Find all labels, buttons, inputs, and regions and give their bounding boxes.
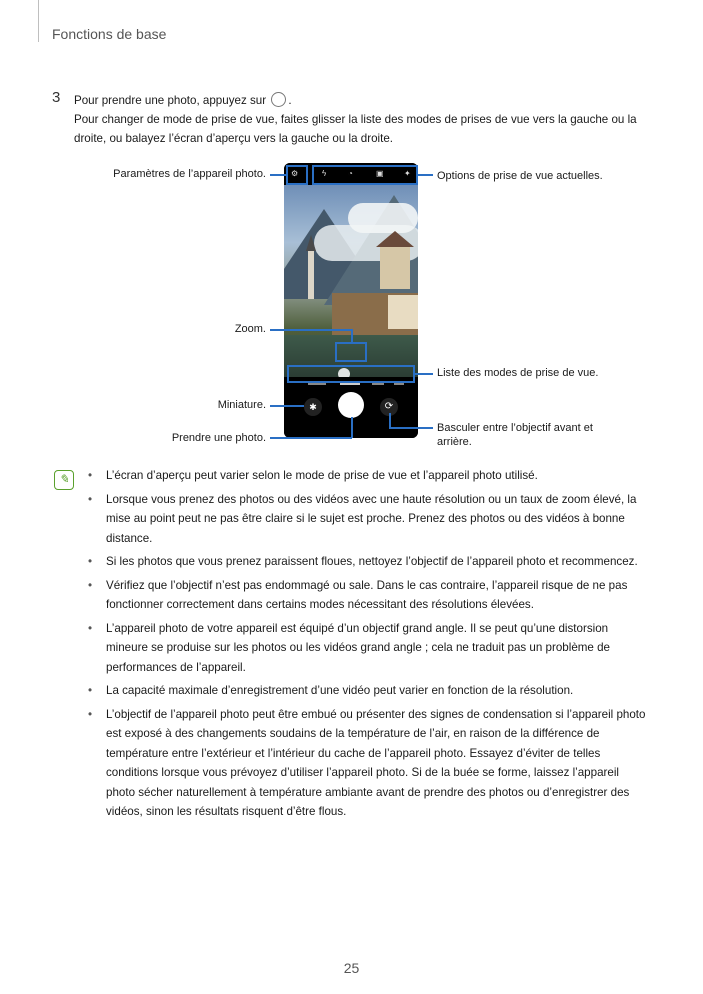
callout-take-photo: Prendre une photo. [171, 432, 266, 444]
callout-switch-lens: Basculer entre l’objectif avant et arrière. [437, 422, 593, 448]
list-item: • Vérifiez que l’objectif n’est pas endommagé ou sale. Dans le cas contraire, l’appareil risque de ne pas fonctionner correctement dans certains modes nécessitant des résolutions élevées. [88, 576, 650, 615]
leader-switch-h [389, 427, 433, 429]
step-line2: Pour changer de mode de prise de vue, faites glisser la liste des modes de prises de vue vers la gauche ou la droite, ou balayez l’écran d’aperçu vers la gauche ou la droite. [74, 113, 637, 145]
notes-list [88, 466, 650, 826]
phone-screenshot [284, 163, 418, 438]
thumbnail-button[interactable]: ✱ [304, 398, 322, 416]
callout-zoom: Zoom. [234, 323, 266, 335]
shutter-button[interactable] [338, 392, 364, 418]
zoom-highlight [335, 342, 367, 362]
step-instructions [74, 91, 654, 148]
list-item: • L’appareil photo de votre appareil est équipé d’un objectif grand angle. Il se peut qu’une distorsion mineure se produise sur les photos ou les vidéos grand angle ; cela ne traduit pas un problème de performances de l’appareil. [88, 619, 650, 678]
settings-highlight [286, 165, 308, 185]
note-icon: ✎ [54, 470, 74, 490]
switch-camera-icon[interactable]: ⟳ [380, 398, 398, 416]
leader-shutter-h [270, 437, 352, 439]
leader-zoom-v [351, 329, 353, 342]
leader-modes [415, 373, 433, 375]
callout-thumbnail: Miniature. [217, 399, 266, 411]
leader-thumbnail [270, 405, 304, 407]
list-item: • La capacité maximale d’enregistrement d’une vidéo peut varier en fonction de la résolution. [88, 681, 650, 701]
modes-highlight [287, 365, 415, 383]
gear-icon: ⚙ [291, 169, 299, 178]
list-item: • Si les photos que vous prenez paraissent floues, nettoyez l’objectif de l’appareil photo et recommencez. [88, 552, 650, 572]
step-line1-end: . [288, 94, 292, 107]
timer-icon: ◔ [348, 169, 353, 178]
leader-switch-v [389, 413, 391, 428]
leader-options [418, 174, 433, 176]
step-number: 3 [52, 89, 61, 106]
header-rule [38, 0, 39, 42]
section-title: Fonctions de base [52, 26, 167, 42]
leader-shutter-v [351, 417, 353, 438]
page-number: 25 [343, 960, 360, 976]
list-item: • L’objectif de l’appareil photo peut être embué ou présenter des signes de condensation si l’appareil photo est exposé à des changements soudains de la température de l’air, en raison de la différence de température entre l’extérieur et l’intérieur du cache de l’appareil photo. Essayez d’éviter de telles conditions lorsque vous prévoyez d’utiliser l’appareil photo. Si de la buée se forme, laissez l’appareil photo sécher naturellement à température ambiante avant de prendre des photos ou d’enregistrer des vidéos, sinon les résultats risquent d’être flous. [88, 705, 650, 822]
callout-camera-settings: Paramètres de l’appareil photo. [113, 168, 266, 180]
flash-icon: ϟ [322, 169, 327, 178]
options-highlight [312, 165, 418, 185]
callout-mode-list: Liste des modes de prise de vue. [437, 367, 599, 379]
list-item: • L’écran d’aperçu peut varier selon le mode de prise de vue et l’appareil photo utilisé. [88, 466, 650, 486]
callout-current-options: Options de prise de vue actuelles. [437, 170, 603, 182]
leader-zoom-h [270, 329, 352, 331]
filter-icon: ✦ [404, 169, 411, 178]
list-item: • Lorsque vous prenez des photos ou des vidéos avec une haute résolution ou un taux de zoom élevé, la mise au point peut ne pas être claire si le sujet est proche. Prenez des photos ou des vidéos à bonne distance. [88, 490, 650, 549]
leader-settings [270, 174, 286, 176]
shutter-icon [271, 92, 286, 107]
step-line1: Pour prendre une photo, appuyez sur [74, 94, 267, 107]
ratio-icon: ▣ [376, 169, 384, 178]
